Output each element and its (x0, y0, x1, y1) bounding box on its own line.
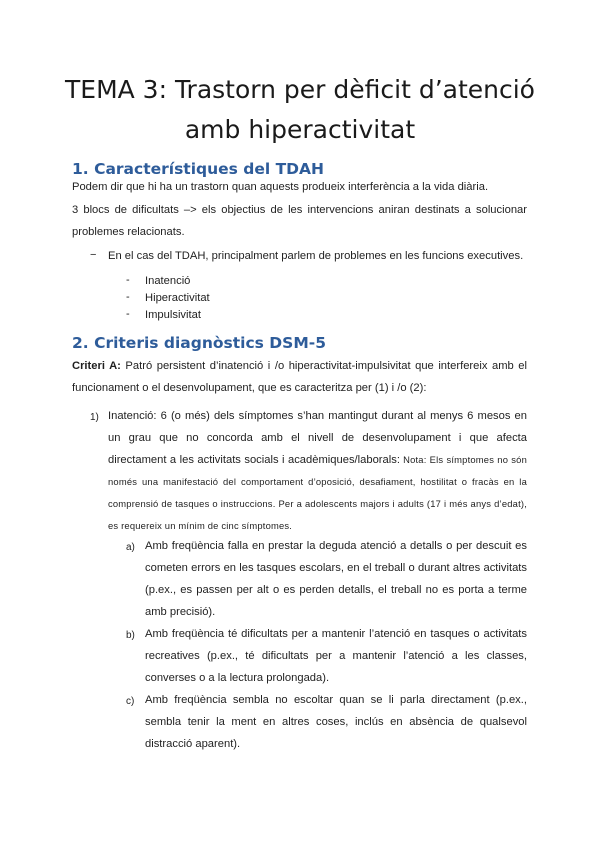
section-1-para-1: Podem dir que hi ha un trastorn quan aquests produeix interferència a la vida diària. (72, 181, 489, 193)
section-2-heading: 2. Criteris diagnòstics DSM-5 (72, 334, 326, 352)
subitem-a-text: Amb freqüència falla en prestar la deguda atenció a detalls o per descuit es cometen errors en les tasques escolars, en el treball o durant altres activitats (p.ex., es passen per alt o es perden detalls, el treball no es porta a terme amb precisió). (145, 540, 527, 618)
item-1-inatencio (108, 405, 527, 537)
subitem-inatencio: Inatenció (145, 275, 191, 287)
title-line-2: amb hiperactivitat (184, 115, 416, 144)
title-line-1: TEMA 3: Trastorn per dèficit d’atenció (65, 75, 535, 104)
subitem-marker: - (126, 308, 130, 320)
section-1-para-2: 3 blocs de dificultats –> els objectius de les intervencions aniran destinats a solucionar problemes relacionats. (72, 204, 527, 238)
criteri-a-paragraph (72, 355, 527, 399)
subitem-a-marker: a) (126, 542, 135, 553)
subitem-c-marker: c) (126, 696, 135, 707)
subitem-marker: - (126, 291, 130, 303)
section-1-heading: 1. Característiques del TDAH (72, 160, 325, 178)
subitem-impulsivitat: Impulsivitat (145, 309, 201, 321)
subitem-b-marker: b) (126, 630, 135, 641)
subitem-c-text: Amb freqüència sembla no escoltar quan se li parla directament (p.ex., sembla tenir la ment en altres coses, inclús en absència de qualsevol distracció aparent). (145, 694, 527, 750)
item-1-text: Inatenció: 6 (o més) dels símptomes s’han mantingut durant al menys 6 mesos en un grau que no concorda amb el nivell de desenvolupament i que afecta directament a les activitats socials i acadèmiques/laborals: (108, 410, 527, 466)
criteri-a-text: Patró persistent d’inatenció i /o hiperactivitat-impulsivitat que interfereix amb el funcionament o el desenvolupament, que es caracteritza per (1) i /o (2): (72, 360, 527, 394)
item-1-note: Nota: Els símptomes no són només una manifestació del comportament d’oposició, desafiament, hostilitat o fracàs en la comprensió de tasques o instruccions. Per a adolescents majors i adults (17 i més anys d’edat), es requereix un mínim de cinc símptomes. (108, 454, 527, 531)
item-1-marker: 1) (90, 412, 99, 423)
bullet-executive-functions: En el cas del TDAH, principalment parlem de problemes en les funcions executives. (108, 250, 524, 262)
document-title (40, 72, 560, 148)
subitem-b-text: Amb freqüència té dificultats per a mantenir l’atenció en tasques o activitats recreatives (p.ex., té dificultats per a mantenir l’atenció a les classes, converses o a la lectura prolongada). (145, 628, 527, 684)
criteri-a-label: Criteri A: (72, 360, 121, 372)
subitem-marker: - (126, 274, 130, 286)
bullet-marker: − (90, 249, 97, 261)
subitem-hiperactivitat: Hiperactivitat (145, 292, 210, 304)
